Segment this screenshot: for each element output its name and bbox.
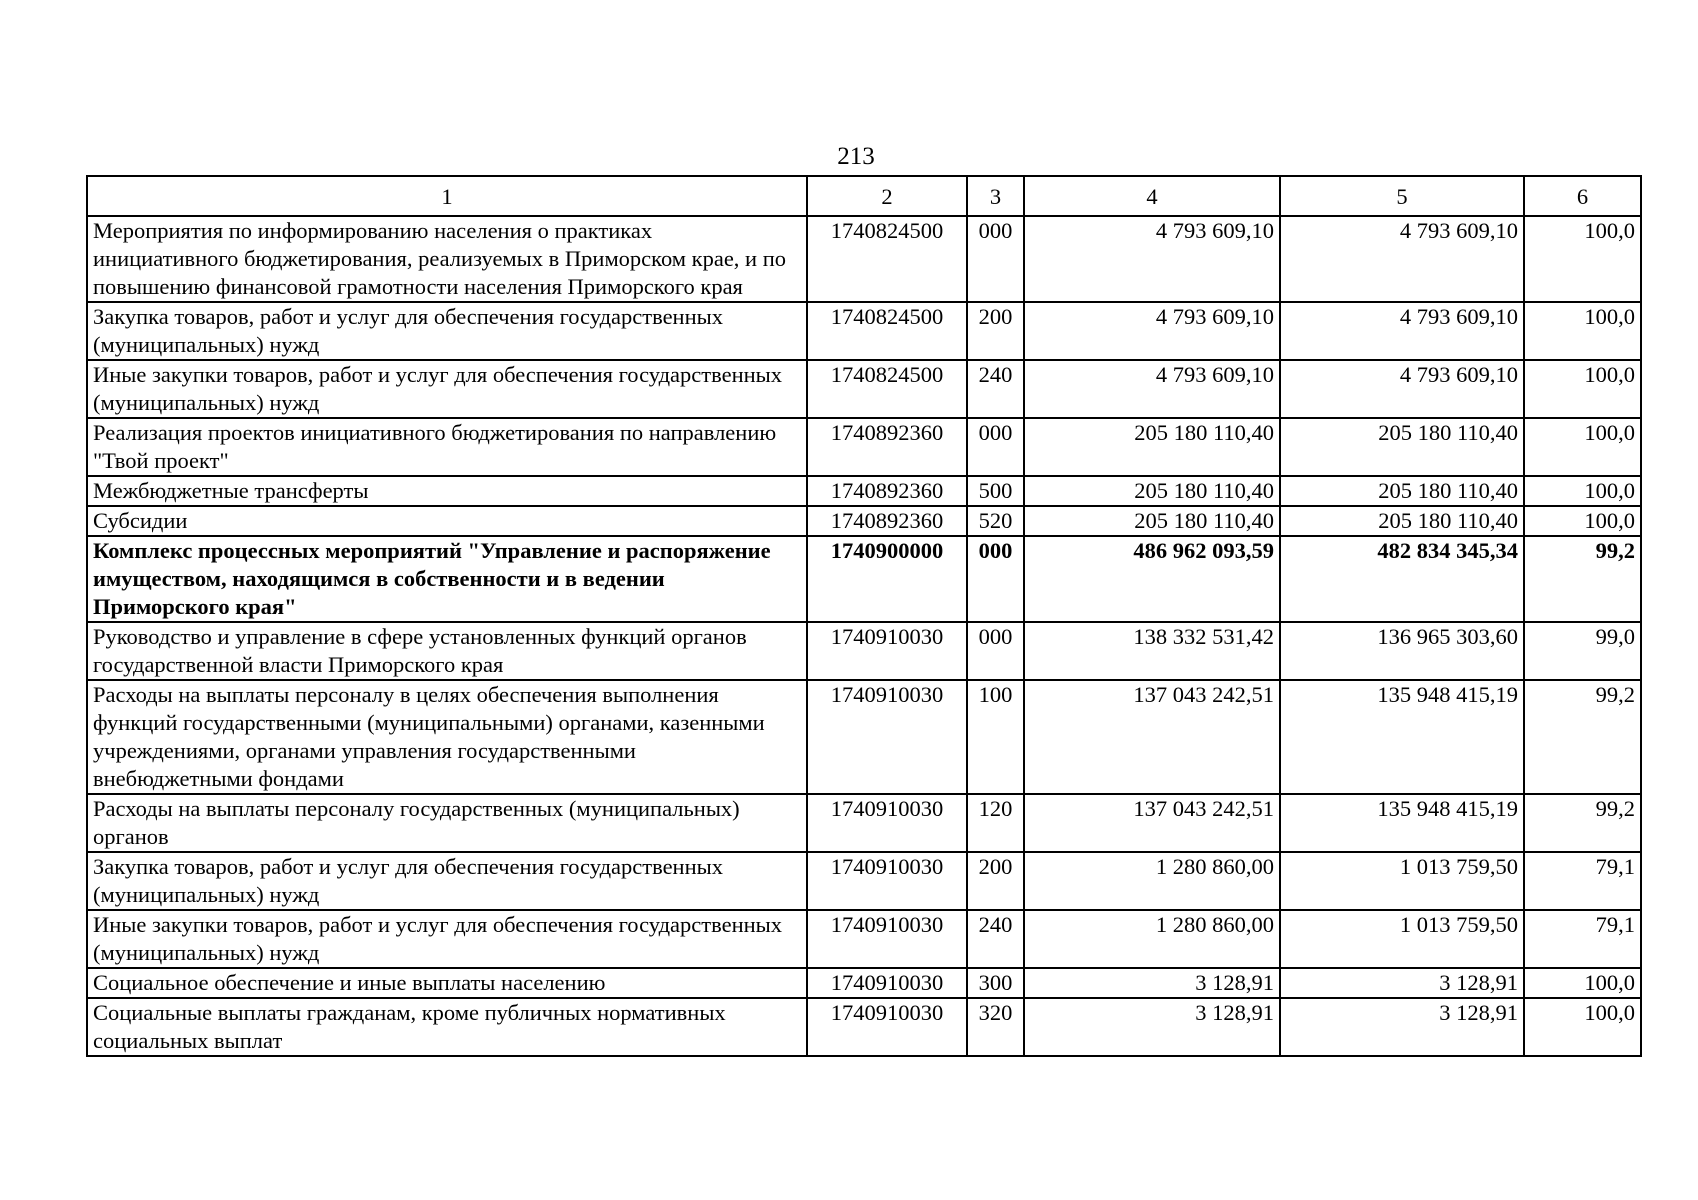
row-planned-amount: 486 962 093,59 [1024,536,1280,622]
table-row [87,852,1641,910]
row-code: 1740910030 [807,680,967,794]
row-actual-amount: 482 834 345,34 [1280,536,1524,622]
row-actual-amount: 205 180 110,40 [1280,506,1524,536]
table-body [87,216,1641,1056]
table-row [87,968,1641,998]
row-name: Межбюджетные трансферты [87,476,807,506]
row-code: 1740824500 [807,360,967,418]
row-code: 1740910030 [807,622,967,680]
row-planned-amount: 138 332 531,42 [1024,622,1280,680]
header-col-3: 3 [967,176,1024,216]
table-header [87,176,1641,216]
table-row [87,302,1641,360]
row-planned-amount: 4 793 609,10 [1024,302,1280,360]
row-expense-type: 320 [967,998,1024,1056]
row-percent: 99,0 [1524,622,1641,680]
row-code: 1740910030 [807,998,967,1056]
row-actual-amount: 4 793 609,10 [1280,360,1524,418]
row-expense-type: 000 [967,622,1024,680]
row-code: 1740910030 [807,910,967,968]
row-expense-type: 300 [967,968,1024,998]
row-actual-amount: 4 793 609,10 [1280,302,1524,360]
row-name: Закупка товаров, работ и услуг для обеспечения государственных (муниципальных) нужд [87,302,807,360]
header-col-1: 1 [87,176,807,216]
row-code: 1740824500 [807,302,967,360]
table-row [87,794,1641,852]
row-name: Расходы на выплаты персоналу государственных (муниципальных) органов [87,794,807,852]
table-row [87,418,1641,476]
row-percent: 99,2 [1524,680,1641,794]
row-name: Иные закупки товаров, работ и услуг для обеспечения государственных (муниципальных) нужд [87,910,807,968]
table-row [87,360,1641,418]
row-expense-type: 000 [967,418,1024,476]
row-planned-amount: 137 043 242,51 [1024,794,1280,852]
budget-table [86,175,1642,1057]
row-planned-amount: 137 043 242,51 [1024,680,1280,794]
row-name: Комплекс процессных мероприятий "Управление и распоряжение имуществом, находящимся в собственности и в ведении Приморского края" [87,536,807,622]
table-row [87,216,1641,302]
header-row [87,176,1641,216]
row-expense-type: 240 [967,910,1024,968]
table-row [87,998,1641,1056]
row-code: 1740910030 [807,968,967,998]
row-expense-type: 240 [967,360,1024,418]
row-planned-amount: 205 180 110,40 [1024,418,1280,476]
row-expense-type: 520 [967,506,1024,536]
row-planned-amount: 1 280 860,00 [1024,910,1280,968]
row-percent: 100,0 [1524,302,1641,360]
row-name: Руководство и управление в сфере установленных функций органов государственной власти Приморского края [87,622,807,680]
row-actual-amount: 3 128,91 [1280,998,1524,1056]
row-name: Социальное обеспечение и иные выплаты населению [87,968,807,998]
row-planned-amount: 205 180 110,40 [1024,476,1280,506]
table-row [87,680,1641,794]
row-actual-amount: 1 013 759,50 [1280,910,1524,968]
row-percent: 79,1 [1524,910,1641,968]
row-expense-type: 000 [967,536,1024,622]
row-expense-type: 200 [967,852,1024,910]
row-name: Мероприятия по информированию населения о практиках инициативного бюджетирования, реализуемых в Приморском крае, и по повышению финансовой грамотности населения Приморского края [87,216,807,302]
row-percent: 100,0 [1524,216,1641,302]
row-name: Расходы на выплаты персоналу в целях обеспечения выполнения функций государственными (муниципальными) органами, казенными учреждениями, органами управления государственными внебюджетными фондами [87,680,807,794]
row-percent: 99,2 [1524,794,1641,852]
row-expense-type: 120 [967,794,1024,852]
row-code: 1740900000 [807,536,967,622]
row-planned-amount: 4 793 609,10 [1024,360,1280,418]
page-number: 213 [837,143,875,170]
row-actual-amount: 136 965 303,60 [1280,622,1524,680]
row-name: Социальные выплаты гражданам, кроме публичных нормативных социальных выплат [87,998,807,1056]
row-percent: 100,0 [1524,476,1641,506]
row-code: 1740892360 [807,506,967,536]
row-name: Закупка товаров, работ и услуг для обеспечения государственных (муниципальных) нужд [87,852,807,910]
row-planned-amount: 3 128,91 [1024,968,1280,998]
row-expense-type: 500 [967,476,1024,506]
row-name: Иные закупки товаров, работ и услуг для обеспечения государственных (муниципальных) нужд [87,360,807,418]
row-code: 1740824500 [807,216,967,302]
row-actual-amount: 205 180 110,40 [1280,418,1524,476]
row-percent: 100,0 [1524,506,1641,536]
row-expense-type: 200 [967,302,1024,360]
header-col-4: 4 [1024,176,1280,216]
row-percent: 100,0 [1524,418,1641,476]
row-actual-amount: 3 128,91 [1280,968,1524,998]
row-actual-amount: 1 013 759,50 [1280,852,1524,910]
row-code: 1740892360 [807,476,967,506]
row-planned-amount: 205 180 110,40 [1024,506,1280,536]
row-code: 1740910030 [807,794,967,852]
row-name: Реализация проектов инициативного бюджетирования по направлению "Твой проект" [87,418,807,476]
table-row [87,506,1641,536]
header-col-5: 5 [1280,176,1524,216]
table-row [87,622,1641,680]
row-planned-amount: 4 793 609,10 [1024,216,1280,302]
row-actual-amount: 135 948 415,19 [1280,680,1524,794]
row-actual-amount: 135 948 415,19 [1280,794,1524,852]
row-percent: 79,1 [1524,852,1641,910]
row-planned-amount: 1 280 860,00 [1024,852,1280,910]
header-col-6: 6 [1524,176,1641,216]
row-percent: 99,2 [1524,536,1641,622]
row-code: 1740910030 [807,852,967,910]
row-percent: 100,0 [1524,968,1641,998]
table-row [87,476,1641,506]
row-expense-type: 100 [967,680,1024,794]
row-name: Субсидии [87,506,807,536]
row-planned-amount: 3 128,91 [1024,998,1280,1056]
row-expense-type: 000 [967,216,1024,302]
row-code: 1740892360 [807,418,967,476]
row-percent: 100,0 [1524,360,1641,418]
row-actual-amount: 205 180 110,40 [1280,476,1524,506]
row-percent: 100,0 [1524,998,1641,1056]
header-col-2: 2 [807,176,967,216]
table-row [87,910,1641,968]
row-actual-amount: 4 793 609,10 [1280,216,1524,302]
table-row [87,536,1641,622]
